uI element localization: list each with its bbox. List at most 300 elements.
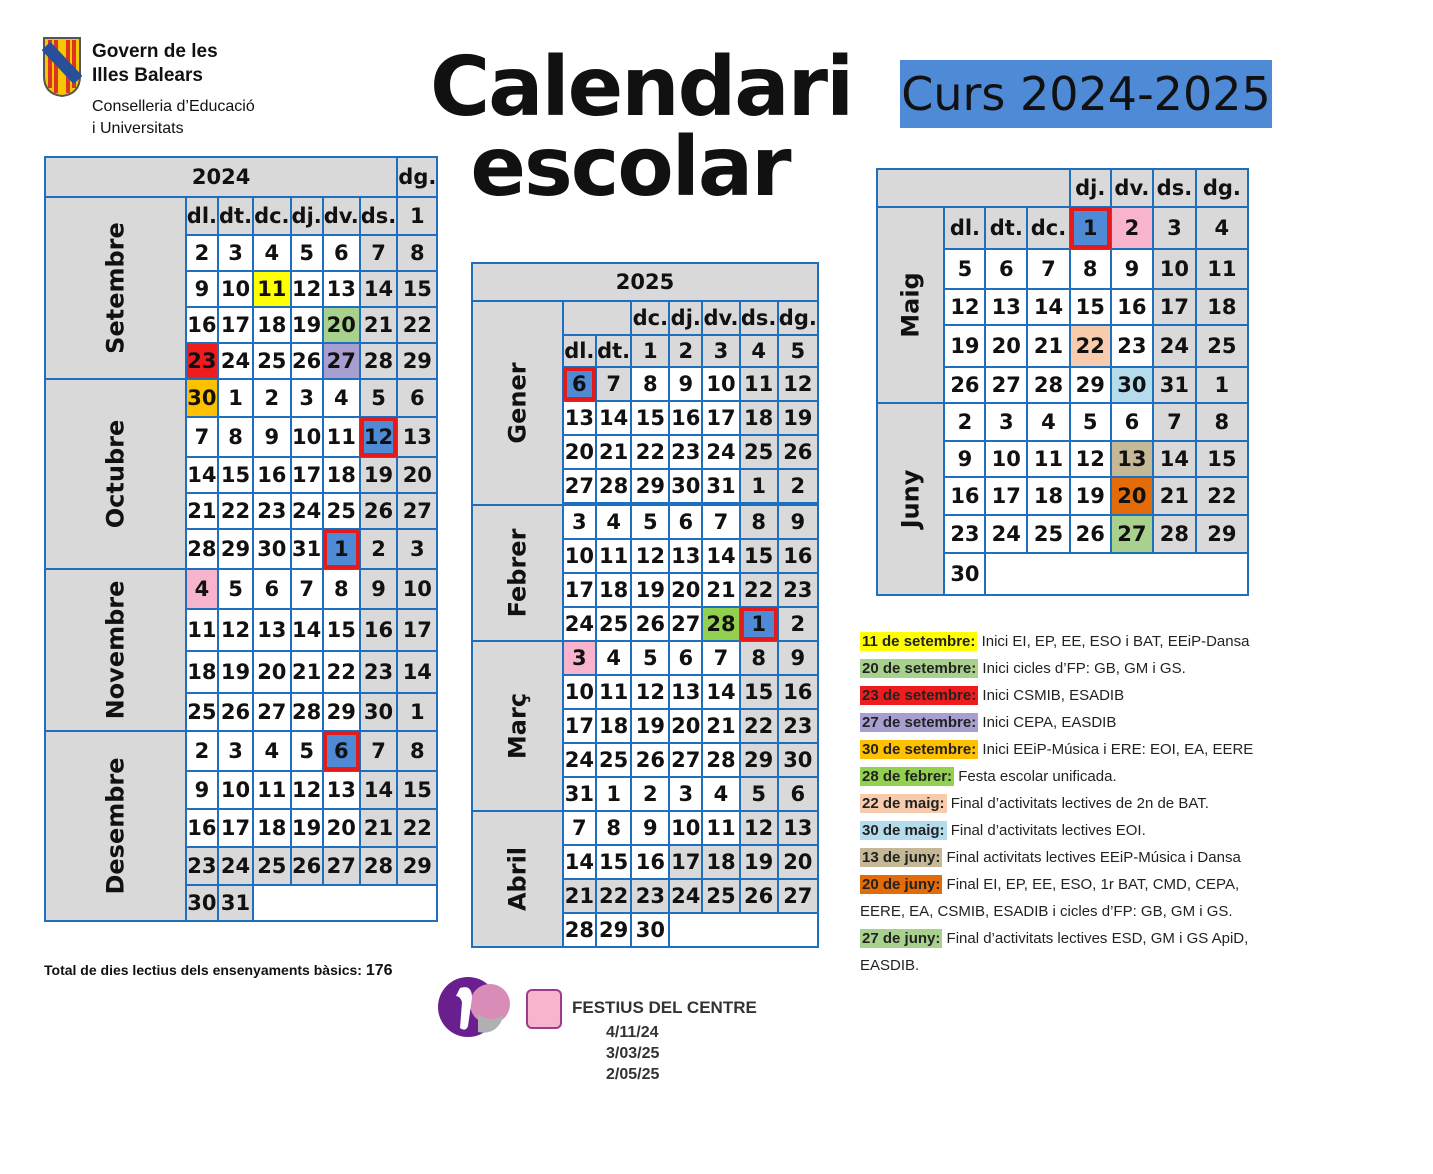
calendar-day-cell: 12 xyxy=(218,609,253,651)
year-label: 2024 xyxy=(45,157,397,197)
calendar-day-cell: 7 xyxy=(702,641,739,675)
calendar-day-cell: 1 xyxy=(1196,367,1248,403)
calendar-2025-may-jun xyxy=(876,168,1249,596)
calendar-day-cell: 14 xyxy=(702,539,739,573)
calendar-day-cell: 20 xyxy=(1111,477,1153,515)
calendar-day-cell: dv. xyxy=(702,301,739,335)
calendar-day-cell: 18 xyxy=(323,457,360,493)
month-label-setembre: Setembre xyxy=(45,197,186,379)
calendar-day-cell: 26 xyxy=(360,493,398,529)
calendar-day-cell: 18 xyxy=(1196,289,1248,325)
calendar-day-cell: 10 xyxy=(563,675,596,709)
calendar-day-cell: 27 xyxy=(323,847,360,885)
calendar-day-cell: 5 xyxy=(631,505,669,539)
calendar-day-cell: 3 xyxy=(1153,207,1196,249)
calendar-day-cell: 8 xyxy=(323,569,360,609)
calendar-day-cell: 27 xyxy=(253,693,290,731)
calendar-day-cell: 10 xyxy=(985,441,1027,477)
calendar-day-cell: 5 xyxy=(740,777,778,811)
calendar-day-cell: 16 xyxy=(631,845,669,879)
calendar-day-cell: 23 xyxy=(253,493,290,529)
calendar-day-cell: 7 xyxy=(186,417,218,457)
legend-text: Final EI, EP, EE, ESO, 1r BAT, CMD, CEPA, xyxy=(942,876,1240,893)
conselleria-title: Conselleria d’Educació i Universitats xyxy=(92,98,255,137)
calendar-day-cell: 21 xyxy=(1027,325,1070,367)
holiday-color-swatch xyxy=(526,989,562,1029)
calendar-day-cell: 11 xyxy=(596,675,632,709)
calendar-day-cell: 30 xyxy=(1111,367,1153,403)
calendar-day-cell: 25 xyxy=(323,493,360,529)
legend-row xyxy=(860,898,1300,925)
legend-text: Inici cicles d’FP: GB, GM i GS. xyxy=(978,660,1186,677)
legend-key: 30 de setembre: xyxy=(862,741,977,758)
legend-row xyxy=(860,844,1300,871)
calendar-day-cell: 28 xyxy=(702,607,739,641)
calendar-day-cell: 22 xyxy=(218,493,253,529)
calendar-day-cell: 24 xyxy=(702,435,739,469)
calendar-day-cell: 31 xyxy=(1153,367,1196,403)
calendar-day-cell: 1 xyxy=(397,693,437,731)
calendar-day-cell: 15 xyxy=(218,457,253,493)
calendar-day-cell: 6 xyxy=(985,249,1027,289)
calendar-day-cell: 12 xyxy=(740,811,778,845)
calendar-day-cell: 30 xyxy=(944,553,985,595)
calendar-day-cell: 26 xyxy=(291,343,323,379)
calendar-day-cell: 25 xyxy=(253,343,290,379)
calendar-day-cell: 29 xyxy=(1196,515,1248,553)
calendar-day-cell: dc. xyxy=(1027,207,1070,249)
calendar-day-cell: dt. xyxy=(218,197,253,235)
calendar-day-cell: 10 xyxy=(291,417,323,457)
calendar-day-cell: 23 xyxy=(186,343,218,379)
calendar-day-cell: 25 xyxy=(702,879,739,913)
calendar-day-cell: 30 xyxy=(778,743,818,777)
legend-key: 22 de maig: xyxy=(862,795,945,812)
calendar-day-cell: 3 xyxy=(985,403,1027,441)
calendar-day-cell: 2 xyxy=(1111,207,1153,249)
calendar-day-cell: dg. xyxy=(778,301,818,335)
calendar-day-cell: 24 xyxy=(563,743,596,777)
calendar-day-cell: dc. xyxy=(631,301,669,335)
calendar-day-cell: 30 xyxy=(186,885,218,921)
calendar-day-cell: dj. xyxy=(291,197,323,235)
year-label: 2025 xyxy=(472,263,818,301)
month-label-juny: Juny xyxy=(877,403,944,595)
calendar-day-cell: 24 xyxy=(563,607,596,641)
calendar-day-cell: 29 xyxy=(596,913,632,947)
calendar-day-cell: 29 xyxy=(218,529,253,569)
calendar-day-cell: 3 xyxy=(291,379,323,417)
calendar-day-cell: 30 xyxy=(186,379,218,417)
calendar-day-cell: 6 xyxy=(563,367,596,401)
calendar-day-cell: 24 xyxy=(1153,325,1196,367)
calendar-day-cell: 9 xyxy=(360,569,398,609)
calendar-day-cell: 22 xyxy=(323,651,360,693)
calendar-day-cell: 13 xyxy=(397,417,437,457)
calendar-day-cell: 26 xyxy=(631,607,669,641)
calendar-day-cell: 5 xyxy=(631,641,669,675)
calendar-day-cell: 13 xyxy=(563,401,596,435)
calendar-day-cell: 23 xyxy=(186,847,218,885)
calendar-day-cell: 19 xyxy=(1070,477,1111,515)
calendar-day-cell: 9 xyxy=(186,271,218,307)
calendar-day-cell: 18 xyxy=(1027,477,1070,515)
calendar-day-cell: 31 xyxy=(218,885,253,921)
calendar-day-cell: 23 xyxy=(778,709,818,743)
legend-text: Inici CEPA, EASDIB xyxy=(978,714,1117,731)
calendar-day-cell: 7 xyxy=(563,811,596,845)
calendar-day-cell: 6 xyxy=(253,569,290,609)
calendar-day-cell: 13 xyxy=(669,539,702,573)
legend-key: 20 de juny: xyxy=(862,876,941,893)
calendar-day-cell: 28 xyxy=(1027,367,1070,403)
calendar-day-cell: 22 xyxy=(596,879,632,913)
calendar-day-cell xyxy=(669,913,818,947)
calendar-day-cell: 14 xyxy=(1153,441,1196,477)
calendar-day-cell: 11 xyxy=(323,417,360,457)
calendar-day-cell: dj. xyxy=(669,301,702,335)
calendar-day-cell: 15 xyxy=(323,609,360,651)
calendar-day-cell: 6 xyxy=(1111,403,1153,441)
calendar-day-cell: 21 xyxy=(360,307,398,343)
legend-key: 23 de setembre: xyxy=(862,687,977,704)
festiu-date: 3/03/25 xyxy=(606,1045,660,1062)
calendar-day-cell: 20 xyxy=(563,435,596,469)
calendar-day-cell: 21 xyxy=(702,709,739,743)
calendar-day-cell: 9 xyxy=(253,417,290,457)
calendar-day-cell: 5 xyxy=(291,235,323,271)
legend-text: EASDIB. xyxy=(860,957,920,974)
government-logo xyxy=(40,36,270,146)
legend-key: 27 de juny: xyxy=(862,930,941,947)
calendar-day-cell: 20 xyxy=(778,845,818,879)
calendar-day-cell: 1 xyxy=(596,777,632,811)
calendar-day-cell: 26 xyxy=(944,367,985,403)
calendar-day-cell: 12 xyxy=(778,367,818,401)
calendar-day-cell: 9 xyxy=(669,367,702,401)
legend-text: Inici EI, EP, EE, ESO i BAT, EEiP-Dansa xyxy=(977,633,1250,650)
calendar-day-cell: 9 xyxy=(778,641,818,675)
calendar-day-cell: 21 xyxy=(186,493,218,529)
calendar-day-cell: 22 xyxy=(740,573,778,607)
calendar-day-cell: 17 xyxy=(218,307,253,343)
calendar-day-cell: dj. xyxy=(1070,169,1111,207)
calendar-day-cell: 22 xyxy=(1070,325,1111,367)
calendar-day-cell: 8 xyxy=(596,811,632,845)
legend-text: Inici EEiP-Música i ERE: EOI, EA, EERE xyxy=(978,741,1254,758)
calendar-day-cell: 4 xyxy=(596,505,632,539)
calendar-day-cell: 29 xyxy=(397,847,437,885)
month-label-abril: Abril xyxy=(472,811,563,947)
calendar-day-cell: dv. xyxy=(1111,169,1153,207)
calendar-day-cell: 2 xyxy=(360,529,398,569)
calendar-day-cell: 17 xyxy=(563,573,596,607)
legend-row xyxy=(860,817,1300,844)
calendar-day-cell: 8 xyxy=(397,731,437,771)
calendar-day-cell: 16 xyxy=(778,539,818,573)
calendar-day-cell: 3 xyxy=(563,505,596,539)
calendar-day-cell: 16 xyxy=(186,809,218,847)
calendar-day-cell: 25 xyxy=(740,435,778,469)
calendar-day-cell: 13 xyxy=(1111,441,1153,477)
calendar-day-cell: 25 xyxy=(596,743,632,777)
legend-row xyxy=(860,790,1300,817)
calendar-day-cell: 4 xyxy=(253,235,290,271)
calendar-day-cell: 29 xyxy=(397,343,437,379)
calendar-day-cell: 12 xyxy=(291,271,323,307)
calendar-day-cell: 16 xyxy=(1111,289,1153,325)
calendar-day-cell: 6 xyxy=(669,641,702,675)
calendar-day-cell: 27 xyxy=(323,343,360,379)
legend-row xyxy=(860,925,1300,952)
calendar-day-cell: 21 xyxy=(291,651,323,693)
calendar-day-cell: 18 xyxy=(253,307,290,343)
legend xyxy=(860,628,1300,979)
calendar-day-cell: 26 xyxy=(291,847,323,885)
calendar-day-cell: 14 xyxy=(186,457,218,493)
calendar-day-cell: 28 xyxy=(563,913,596,947)
calendar-day-cell: 1 xyxy=(1070,207,1111,249)
calendar-day-cell: 5 xyxy=(778,335,818,367)
calendar-day-cell: 10 xyxy=(1153,249,1196,289)
festiu-date: 4/11/24 xyxy=(606,1024,659,1041)
calendar-day-cell: ds. xyxy=(1153,169,1196,207)
legend-key: 28 de febrer: xyxy=(862,768,953,785)
calendar-day-cell: 25 xyxy=(186,693,218,731)
calendar-day-cell: 12 xyxy=(1070,441,1111,477)
calendar-day-cell: 15 xyxy=(397,271,437,307)
calendar-day-cell: dt. xyxy=(596,335,632,367)
balearic-shield-icon xyxy=(42,36,82,98)
calendar-day-cell: 6 xyxy=(397,379,437,417)
calendar-day-cell: 20 xyxy=(397,457,437,493)
calendar-day-cell: 19 xyxy=(740,845,778,879)
calendar-day-cell: 13 xyxy=(323,271,360,307)
calendar-day-cell: 19 xyxy=(291,307,323,343)
calendar-day-cell: 17 xyxy=(985,477,1027,515)
calendar-day-cell: 3 xyxy=(218,235,253,271)
calendar-day-cell: 24 xyxy=(669,879,702,913)
calendar-day-cell: 28 xyxy=(596,469,632,503)
calendar-day-cell xyxy=(563,301,632,335)
calendar-day-cell: 10 xyxy=(397,569,437,609)
calendar-day-cell: 22 xyxy=(1196,477,1248,515)
legend-row xyxy=(860,763,1300,790)
calendar-2025-jan-apr xyxy=(471,262,819,948)
legend-text: Festa escolar unificada. xyxy=(954,768,1117,785)
calendar-day-cell: 22 xyxy=(631,435,669,469)
calendar-day-cell: 2 xyxy=(186,731,218,771)
calendar-day-cell: 27 xyxy=(397,493,437,529)
month-label-maig: Maig xyxy=(877,207,944,403)
calendar-day-cell: 4 xyxy=(323,379,360,417)
calendar-day-cell: 27 xyxy=(669,607,702,641)
festiu-date: 2/05/25 xyxy=(606,1066,660,1083)
calendar-day-cell: 3 xyxy=(563,641,596,675)
calendar-day-cell: 19 xyxy=(360,457,398,493)
calendar-day-cell: 10 xyxy=(669,811,702,845)
legend-key: 30 de maig: xyxy=(862,822,945,839)
calendar-day-cell: ds. xyxy=(360,197,398,235)
calendar-day-cell: 13 xyxy=(985,289,1027,325)
calendar-day-cell: 17 xyxy=(218,809,253,847)
calendar-day-cell: dg. xyxy=(1196,169,1248,207)
calendar-day-cell: 16 xyxy=(253,457,290,493)
calendar-day-cell: 23 xyxy=(669,435,702,469)
school-logo-icon xyxy=(438,974,512,1040)
calendar-day-cell: 16 xyxy=(669,401,702,435)
month-label-febrer: Febrer xyxy=(472,505,563,641)
month-label-marc: Març xyxy=(472,641,563,811)
calendar-day-cell: 26 xyxy=(1070,515,1111,553)
legend-row xyxy=(860,628,1300,655)
calendar-day-cell: 18 xyxy=(596,573,632,607)
calendar-day-cell: dl. xyxy=(944,207,985,249)
legend-row xyxy=(860,709,1300,736)
calendar-day-cell: 25 xyxy=(1027,515,1070,553)
calendar-day-cell: ds. xyxy=(740,301,778,335)
calendar-day-cell: dc. xyxy=(253,197,290,235)
calendar-day-cell: 10 xyxy=(218,771,253,809)
calendar-day-cell: 11 xyxy=(186,609,218,651)
calendar-day-cell: 17 xyxy=(1153,289,1196,325)
calendar-day-cell: 15 xyxy=(397,771,437,809)
calendar-day-cell: 17 xyxy=(563,709,596,743)
calendar-day-cell: 10 xyxy=(218,271,253,307)
calendar-day-cell xyxy=(253,885,437,921)
calendar-day-cell: 9 xyxy=(778,505,818,539)
calendar-day-cell: 5 xyxy=(291,731,323,771)
calendar-day-cell: 27 xyxy=(985,367,1027,403)
calendar-day-cell: 21 xyxy=(1153,477,1196,515)
month-label-desembre: Desembre xyxy=(45,731,186,921)
calendar-day-cell: 18 xyxy=(596,709,632,743)
calendar-day-cell: 4 xyxy=(702,777,739,811)
calendar-day-cell: 9 xyxy=(631,811,669,845)
calendar-day-cell: 22 xyxy=(740,709,778,743)
calendar-day-cell: 23 xyxy=(631,879,669,913)
calendar-day-cell: 28 xyxy=(291,693,323,731)
calendar-day-cell: 6 xyxy=(323,731,360,771)
month-label-gener: Gener xyxy=(472,301,563,505)
calendar-day-cell: 25 xyxy=(253,847,290,885)
calendar-day-cell: 15 xyxy=(631,401,669,435)
calendar-day-cell: 4 xyxy=(1027,403,1070,441)
calendar-day-cell xyxy=(877,169,1070,207)
legend-key: 11 de setembre: xyxy=(862,633,976,650)
calendar-day-cell: 17 xyxy=(669,845,702,879)
calendar-day-cell: 5 xyxy=(218,569,253,609)
calendar-day-cell: 15 xyxy=(596,845,632,879)
calendar-day-cell: 21 xyxy=(702,573,739,607)
calendar-day-cell: 21 xyxy=(563,879,596,913)
calendar-day-cell: 19 xyxy=(291,809,323,847)
calendar-day-cell: dl. xyxy=(563,335,596,367)
gov-title: Govern de les Illes Balears xyxy=(92,41,218,86)
calendar-day-cell: 26 xyxy=(740,879,778,913)
legend-text: EERE, EA, CSMIB, ESADIB i cicles d’FP: GB, GM i GS. xyxy=(860,903,1233,920)
calendar-day-cell: 31 xyxy=(563,777,596,811)
calendar-day-cell: 9 xyxy=(186,771,218,809)
calendar-day-cell: 15 xyxy=(1070,289,1111,325)
calendar-day-cell: 27 xyxy=(1111,515,1153,553)
calendar-day-cell: 24 xyxy=(218,343,253,379)
calendar-day-cell: 19 xyxy=(778,401,818,435)
calendar-day-cell: 8 xyxy=(397,235,437,271)
calendar-day-cell: 28 xyxy=(1153,515,1196,553)
calendar-day-cell: 17 xyxy=(397,609,437,651)
calendar-day-cell: 23 xyxy=(778,573,818,607)
calendar-day-cell: 26 xyxy=(631,743,669,777)
legend-text: Inici CSMIB, ESADIB xyxy=(978,687,1125,704)
calendar-day-cell: 11 xyxy=(1027,441,1070,477)
calendar-day-cell: 21 xyxy=(360,809,398,847)
calendar-day-cell: 8 xyxy=(740,505,778,539)
calendar-day-cell: 20 xyxy=(323,809,360,847)
calendar-day-cell: 4 xyxy=(253,731,290,771)
day-header: dg. xyxy=(397,157,437,197)
calendar-day-cell: 29 xyxy=(740,743,778,777)
calendar-day-cell: 24 xyxy=(291,493,323,529)
calendar-day-cell: 12 xyxy=(631,675,669,709)
calendar-day-cell: 14 xyxy=(563,845,596,879)
total-lective-days: Total de dies lectius dels ensenyaments bàsics: 176 xyxy=(44,962,393,979)
calendar-day-cell xyxy=(985,553,1248,595)
calendar-day-cell: 6 xyxy=(323,235,360,271)
calendar-day-cell: 6 xyxy=(778,777,818,811)
calendar-day-cell: 2 xyxy=(186,235,218,271)
calendar-day-cell: 30 xyxy=(253,529,290,569)
calendar-day-cell: 2 xyxy=(778,607,818,641)
calendar-day-cell: 12 xyxy=(291,771,323,809)
calendar-day-cell: 2 xyxy=(944,403,985,441)
calendar-day-cell: 30 xyxy=(360,693,398,731)
calendar-day-cell: 26 xyxy=(218,693,253,731)
month-label-octubre: Octubre xyxy=(45,379,186,569)
calendar-day-cell: 13 xyxy=(253,609,290,651)
calendar-day-cell: 27 xyxy=(669,743,702,777)
calendar-day-cell: 30 xyxy=(631,913,669,947)
calendar-day-cell: 23 xyxy=(1111,325,1153,367)
legend-text: Final d’activitats lectives de 2n de BAT. xyxy=(946,795,1209,812)
calendar-day-cell: 8 xyxy=(631,367,669,401)
calendar-day-cell: 4 xyxy=(186,569,218,609)
calendar-day-cell: 1 xyxy=(218,379,253,417)
calendar-day-cell: 8 xyxy=(740,641,778,675)
calendar-day-cell: 7 xyxy=(1153,403,1196,441)
calendar-day-cell: 28 xyxy=(360,343,398,379)
calendar-day-cell: 19 xyxy=(218,651,253,693)
calendar-day-cell: 12 xyxy=(944,289,985,325)
calendar-day-cell: 14 xyxy=(291,609,323,651)
calendar-day-cell: 18 xyxy=(253,809,290,847)
calendar-day-cell: 6 xyxy=(669,505,702,539)
calendar-day-cell: 27 xyxy=(563,469,596,503)
calendar-day-cell: 18 xyxy=(186,651,218,693)
calendar-day-cell: 9 xyxy=(944,441,985,477)
festius-dates xyxy=(606,1022,659,1085)
calendar-day-cell: 5 xyxy=(1070,403,1111,441)
calendar-day-cell: 11 xyxy=(596,539,632,573)
calendar-2024 xyxy=(44,156,438,922)
calendar-day-cell: 19 xyxy=(631,573,669,607)
calendar-day-cell: 28 xyxy=(186,529,218,569)
calendar-day-cell: 4 xyxy=(740,335,778,367)
calendar-day-cell: 20 xyxy=(323,307,360,343)
calendar-day-cell: 22 xyxy=(397,307,437,343)
calendar-day-cell: 8 xyxy=(1196,403,1248,441)
calendar-day-cell: 29 xyxy=(631,469,669,503)
